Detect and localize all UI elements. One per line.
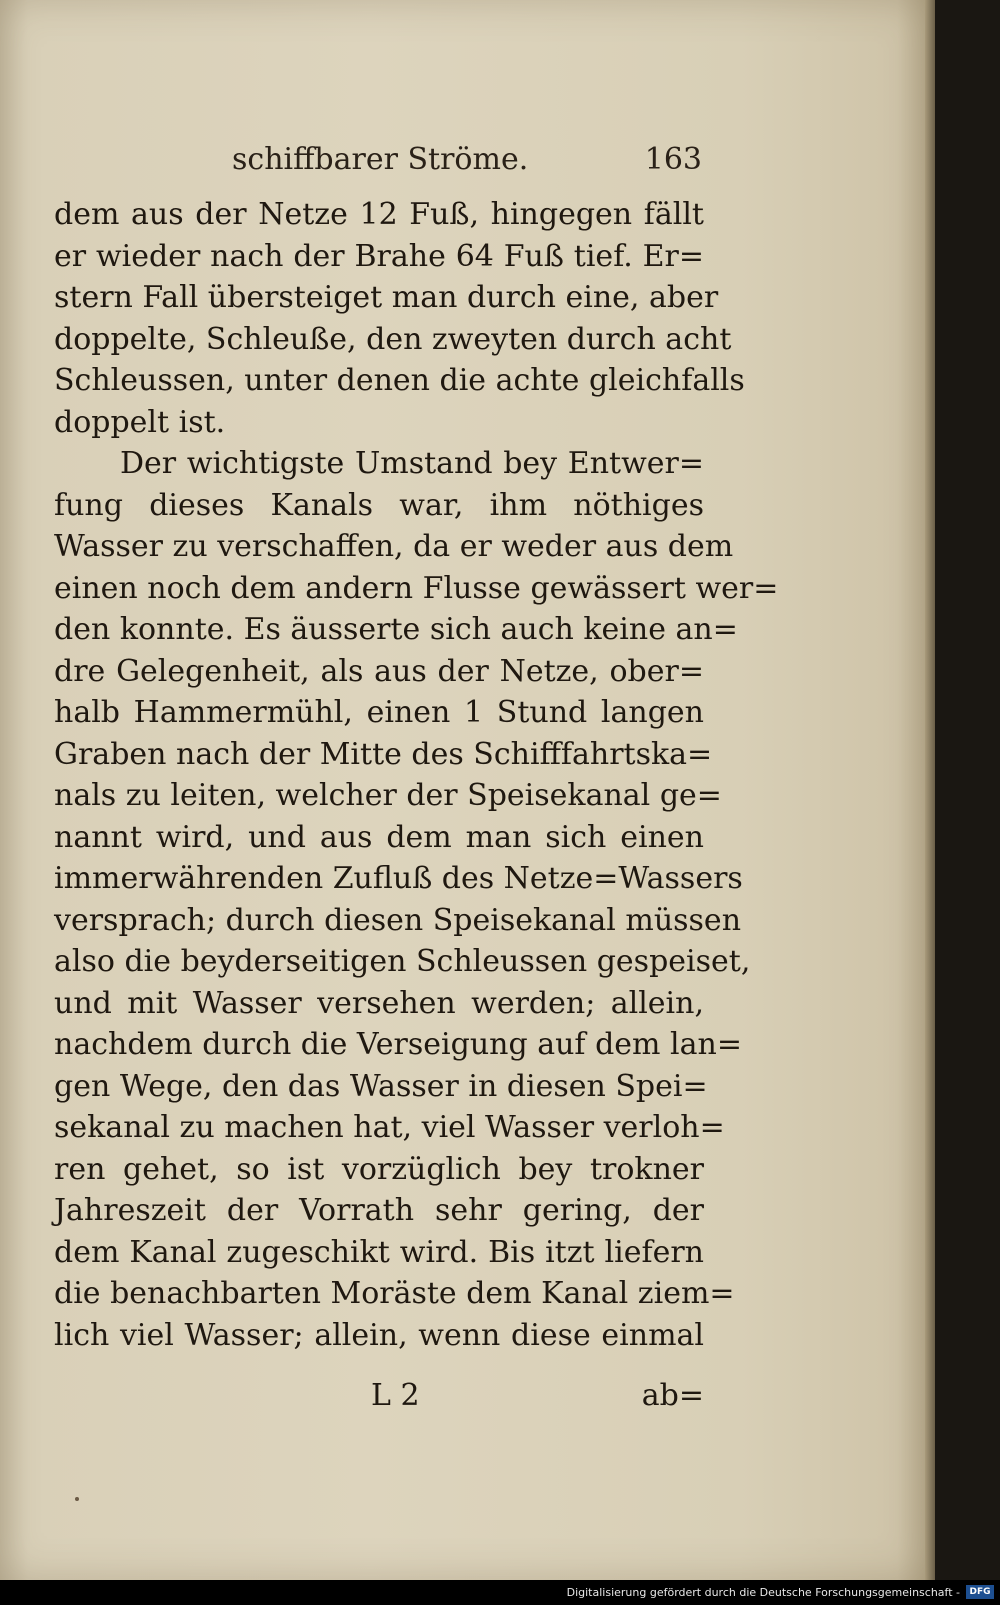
text-line: nannt wird, und aus dem man sich einen (54, 819, 704, 855)
paper-speck (75, 1497, 79, 1501)
running-title: schiffbarer Ströme. (232, 142, 529, 177)
page-number: 163 (644, 142, 702, 177)
page-footer (54, 1378, 704, 1418)
signature-mark: L 2 (371, 1378, 420, 1413)
text-line: halb Hammermühl, einen 1 Stund langen (54, 695, 704, 730)
text-line: Graben nach der Mitte des Schifffahrtska= (54, 736, 713, 772)
text-line: doppelt ist. (54, 404, 226, 440)
text-line: nachdem durch die Verseigung auf dem lan= (54, 1027, 742, 1062)
credit-text: Digitalisierung gefördert durch die Deutsche Forschungsgemeinschaft - (566, 1586, 960, 1599)
text-line: stern Fall übersteiget man durch eine, aber (54, 280, 719, 315)
text-line: versprach; durch diesen Speisekanal müssen (54, 902, 742, 938)
body-text (54, 194, 779, 1356)
page-edge-shadow (925, 0, 935, 1580)
text-line: Jahreszeit der Vorrath sehr gering, der (54, 1193, 704, 1228)
text-line: ren gehet, so ist vorzüglich bey trokner (54, 1151, 704, 1187)
running-header (232, 142, 702, 186)
text-line: dem Kanal zugeschikt wird. Bis itzt liefern (54, 1234, 704, 1270)
text-line: den konnte. Es äusserte sich auch keine an= (54, 612, 738, 647)
text-line: nals zu leiten, welcher der Speisekanal ge= (54, 778, 722, 813)
text-line: dem aus der Netze 12 Fuß, hingegen fällt (54, 197, 704, 232)
text-line: Der wichtigste Umstand bey Entwer= (120, 446, 704, 481)
text-line: sekanal zu machen hat, viel Wasser verloh= (54, 1110, 725, 1145)
dfg-logo-icon: DFG (966, 1585, 994, 1599)
text-line: doppelte, Schleuße, den zweyten durch acht (54, 321, 732, 357)
text-line: dre Gelegenheit, als aus der Netze, ober= (54, 653, 704, 689)
text-line: er wieder nach der Brahe 64 Fuß tief. Er= (54, 238, 704, 274)
text-line: einen noch dem andern Flusse gewässert wer= (54, 570, 779, 606)
text-line: Schleussen, unter denen die achte gleichfalls (54, 363, 745, 398)
text-line: gen Wege, den das Wasser in diesen Spei= (54, 1068, 708, 1104)
text-line: Wasser zu verschaffen, da er weder aus dem (54, 529, 734, 564)
text-line: lich viel Wasser; allein, wenn diese einmal (54, 1317, 704, 1353)
credit-bar (0, 1580, 1000, 1605)
text-line: die benachbarten Moräste dem Kanal ziem= (54, 1276, 735, 1311)
text-line: und mit Wasser versehen werden; allein, (54, 985, 704, 1021)
text-line: also die beyderseitigen Schleussen gespeiset, (54, 944, 751, 979)
text-line: fung dieses Kanals war, ihm nöthiges (54, 487, 704, 523)
catchword: ab= (641, 1378, 704, 1413)
text-line: immerwährenden Zufluß des Netze=Wassers (54, 861, 743, 896)
